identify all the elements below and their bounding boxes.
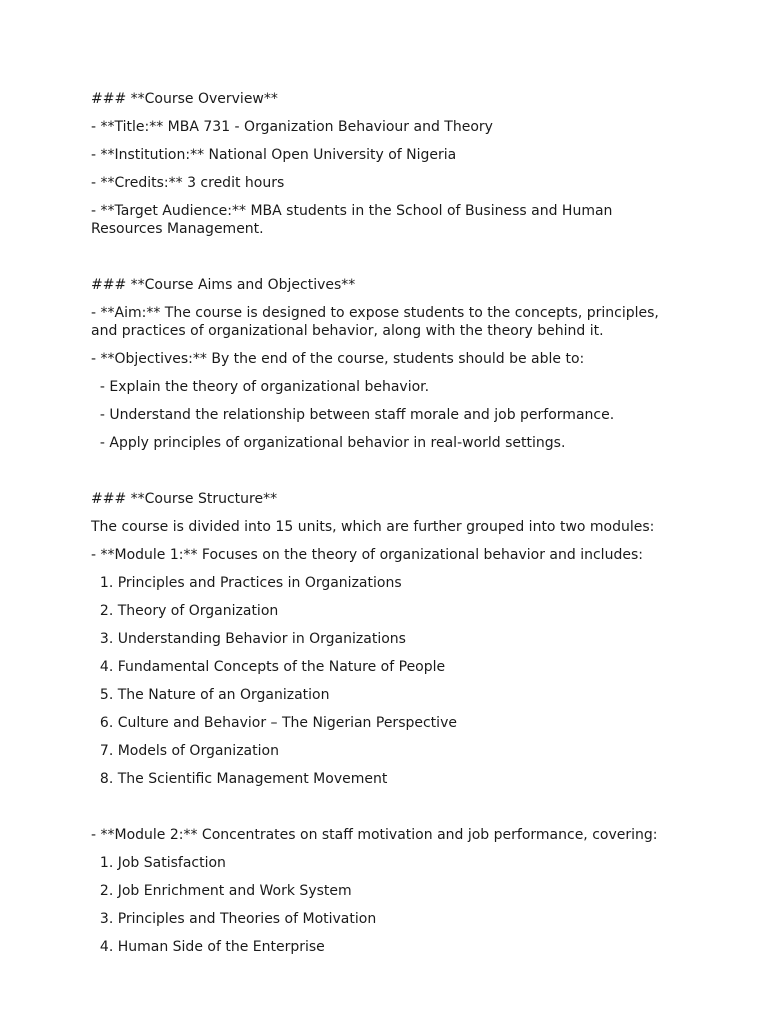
aim-line: - **Aim:** The course is designed to expose students to the concepts, principles, and practices of organizational behavior, along with the theory behind it. [91,305,664,339]
overview-audience-line: - **Target Audience:** MBA students in the School of Business and Human Resources Management. [91,203,617,237]
module1-intro-line: - **Module 1:** Focuses on the theory of organizational behavior and includes: [91,547,643,563]
section-heading-structure: ### **Course Structure** [91,491,278,507]
overview-credits-line: - **Credits:** 3 credit hours [91,175,285,191]
module1-item: 5. The Nature of an Organization [91,687,330,703]
module1-item: 1. Principles and Practices in Organizations [91,575,402,591]
objective-item: - Apply principles of organizational behavior in real-world settings. [91,435,566,451]
module2-item: 1. Job Satisfaction [91,855,226,871]
objective-item: - Understand the relationship between staff morale and job performance. [91,407,615,423]
section-heading-overview: ### **Course Overview** [91,91,278,107]
module2-intro-line: - **Module 2:** Concentrates on staff motivation and job performance, covering: [91,827,658,843]
module2-item: 2. Job Enrichment and Work System [91,883,352,899]
module1-item: 3. Understanding Behavior in Organizations [91,631,406,647]
overview-institution-line: - **Institution:** National Open University of Nigeria [91,147,457,163]
objective-item: - Explain the theory of organizational behavior. [91,379,430,395]
section-heading-aims: ### **Course Aims and Objectives** [91,277,356,293]
document-page [91,90,671,956]
module1-item: 2. Theory of Organization [91,603,279,619]
module2-item: 3. Principles and Theories of Motivation [91,911,377,927]
module1-item: 6. Culture and Behavior – The Nigerian Perspective [91,715,457,731]
module2-item: 4. Human Side of the Enterprise [91,939,325,955]
objectives-intro-line: - **Objectives:** By the end of the course, students should be able to: [91,351,585,367]
module1-item: 7. Models of Organization [91,743,279,759]
module1-item: 8. The Scientific Management Movement [91,771,388,787]
overview-title-line: - **Title:** MBA 731 - Organization Behaviour and Theory [91,119,493,135]
module1-item: 4. Fundamental Concepts of the Nature of People [91,659,446,675]
structure-intro-line: The course is divided into 15 units, which are further grouped into two modules: [91,519,655,535]
